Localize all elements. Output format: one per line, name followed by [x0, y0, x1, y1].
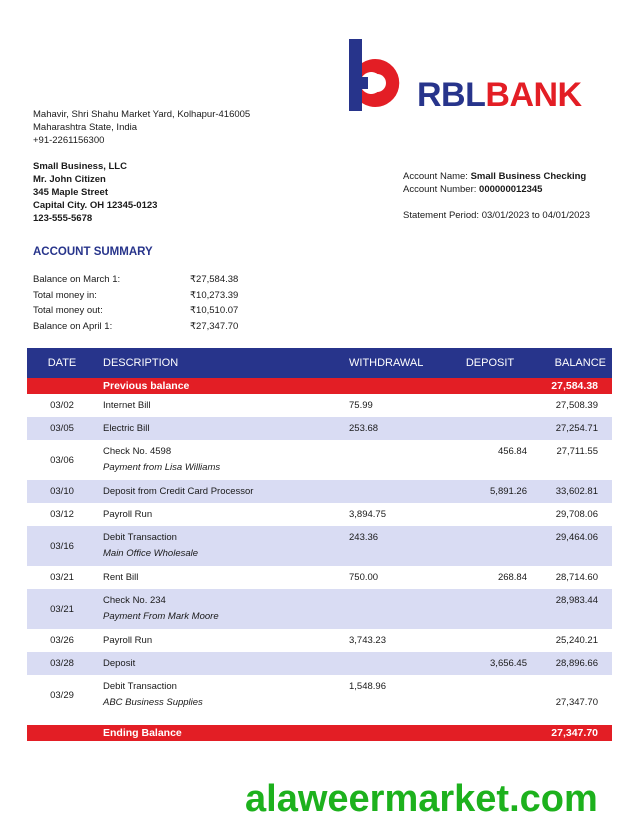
summary-row: Balance on April 1: ₹27,347.70 — [33, 320, 239, 332]
cell-deposit: 456.84 — [497, 446, 527, 457]
cell-date: 03/28 — [50, 658, 74, 669]
cell-balance: 25,240.21 — [555, 635, 598, 646]
watermark-text: alaweermarket.com — [245, 778, 598, 820]
account-summary — [33, 272, 238, 334]
cell-date: 03/29 — [50, 689, 74, 701]
cell-deposit — [453, 675, 527, 715]
transaction-rows — [27, 394, 612, 715]
cell-balance: 27,508.39 — [555, 400, 598, 411]
cell-date: 03/05 — [50, 423, 74, 434]
cell-desc: Rent Bill — [103, 572, 139, 583]
table-row — [27, 503, 612, 526]
transactions-table — [27, 348, 612, 741]
cell-balance: 27,254.71 — [555, 423, 598, 434]
previous-balance-row: Previous balance 27,584.38 — [27, 378, 612, 394]
cell-balance: 28,983.44 — [555, 595, 598, 606]
cell-deposit: 5,891.26 — [490, 486, 527, 497]
cell-description — [97, 440, 343, 480]
description-main: Debit Transaction — [103, 532, 177, 543]
cell-withdrawal — [343, 440, 453, 480]
cell-deposit: 3,656.45 — [490, 658, 527, 669]
cell-desc: Payroll Run — [103, 509, 153, 520]
cell-balance: 27,347.70 — [555, 697, 598, 708]
ending-balance-row: Ending Balance 27,347.70 — [27, 725, 612, 741]
customer-city: Capital City. OH 12345-0123 — [33, 200, 158, 211]
cell-balance: 28,896.66 — [555, 658, 598, 669]
header-description: DESCRIPTION — [103, 357, 179, 369]
account-summary-title: ACCOUNT SUMMARY — [33, 246, 153, 258]
cell-withdrawal: 243.36 — [349, 532, 379, 543]
bank-address-line: Mahavir, Shri Shahu Market Yard, Kolhapur-416005 — [33, 109, 251, 120]
summary-row: Total money out: ₹10,510.07 — [33, 305, 239, 317]
cell-date: 03/06 — [50, 454, 74, 466]
cell-balance: 29,708.06 — [555, 509, 598, 520]
header-deposit: DEPOSIT — [465, 357, 515, 369]
account-info — [403, 170, 590, 222]
table-row — [27, 566, 612, 589]
cell-date: 03/26 — [50, 635, 74, 646]
table-row — [27, 675, 612, 715]
statement-period: Statement Period: 03/01/2023 to 04/01/2023 — [403, 210, 590, 221]
account-number: Account Number: 000000012345 — [403, 184, 543, 195]
description-sub: Payment from Lisa Williams — [103, 462, 221, 473]
summary-row: Total money in: ₹10,273.39 — [33, 289, 239, 301]
description-main: Debit Transaction — [103, 681, 177, 692]
table-row — [27, 440, 612, 480]
header-date: DATE — [47, 357, 77, 369]
cell-desc: Electric Bill — [103, 423, 150, 434]
bank-address-line: Maharashtra State, India — [33, 122, 138, 133]
cell-withdrawal: 3,743.23 — [349, 635, 386, 646]
table-row — [27, 480, 612, 503]
cell-balance: 29,464.06 — [555, 532, 598, 543]
cell-date: 03/10 — [50, 486, 74, 497]
customer-phone: 123-555-5678 — [33, 213, 93, 224]
description-main: Check No. 4598 — [103, 446, 172, 457]
cell-balance: 33,602.81 — [555, 486, 598, 497]
table-header — [27, 348, 612, 378]
rbl-bank-logo — [347, 37, 609, 117]
cell-withdrawal: 1,548.96 — [349, 681, 386, 692]
cell-description — [97, 526, 343, 566]
summary-row: Balance on March 1: ₹27,584.38 — [33, 274, 239, 286]
description-sub: ABC Business Supplies — [103, 697, 203, 708]
description-sub: Main Office Wholesale — [103, 548, 199, 559]
table-row — [27, 394, 612, 417]
description-main: Check No. 234 — [103, 595, 166, 606]
cell-date: 03/21 — [50, 603, 74, 615]
header-balance: BALANCE — [554, 357, 606, 369]
header-withdrawal: WITHDRAWAL — [349, 357, 424, 369]
cell-desc: Deposit from Credit Card Processor — [103, 486, 254, 497]
cell-withdrawal: 75.99 — [349, 400, 373, 411]
bank-phone: +91-2261156300 — [33, 135, 105, 146]
customer-address — [33, 160, 157, 225]
cell-withdrawal: 3,894.75 — [349, 509, 386, 520]
cell-date: 03/21 — [50, 572, 74, 583]
cell-balance: 27,711.55 — [556, 446, 598, 457]
cell-date: 03/02 — [50, 400, 74, 411]
customer-name: Mr. John Citizen — [33, 174, 106, 185]
cell-date: 03/12 — [50, 509, 74, 520]
table-row — [27, 417, 612, 440]
cell-withdrawal: 750.00 — [349, 572, 379, 583]
cell-description — [97, 589, 343, 629]
customer-company: Small Business, LLC — [33, 161, 127, 172]
cell-date: 03/16 — [50, 540, 74, 552]
table-row — [27, 652, 612, 675]
cell-desc: Deposit — [103, 658, 136, 669]
bank-address — [33, 108, 250, 147]
table-row — [27, 589, 612, 629]
cell-deposit — [453, 526, 527, 566]
customer-street: 345 Maple Street — [33, 187, 108, 198]
cell-balance: 28,714.60 — [555, 572, 598, 583]
description-sub: Payment From Mark Moore — [103, 611, 219, 622]
cell-desc: Internet Bill — [103, 400, 151, 411]
logo-wordmark: RBLBANK — [417, 76, 582, 114]
cell-withdrawal: 253.68 — [349, 423, 379, 434]
cell-withdrawal — [343, 589, 453, 629]
account-name: Account Name: Small Business Checking — [403, 171, 587, 182]
cell-deposit — [453, 589, 527, 629]
cell-description — [97, 675, 343, 715]
rbl-logo-mark-icon — [347, 37, 413, 115]
cell-desc: Payroll Run — [103, 635, 153, 646]
table-row — [27, 526, 612, 566]
cell-deposit: 268.84 — [497, 572, 527, 583]
table-row — [27, 629, 612, 652]
